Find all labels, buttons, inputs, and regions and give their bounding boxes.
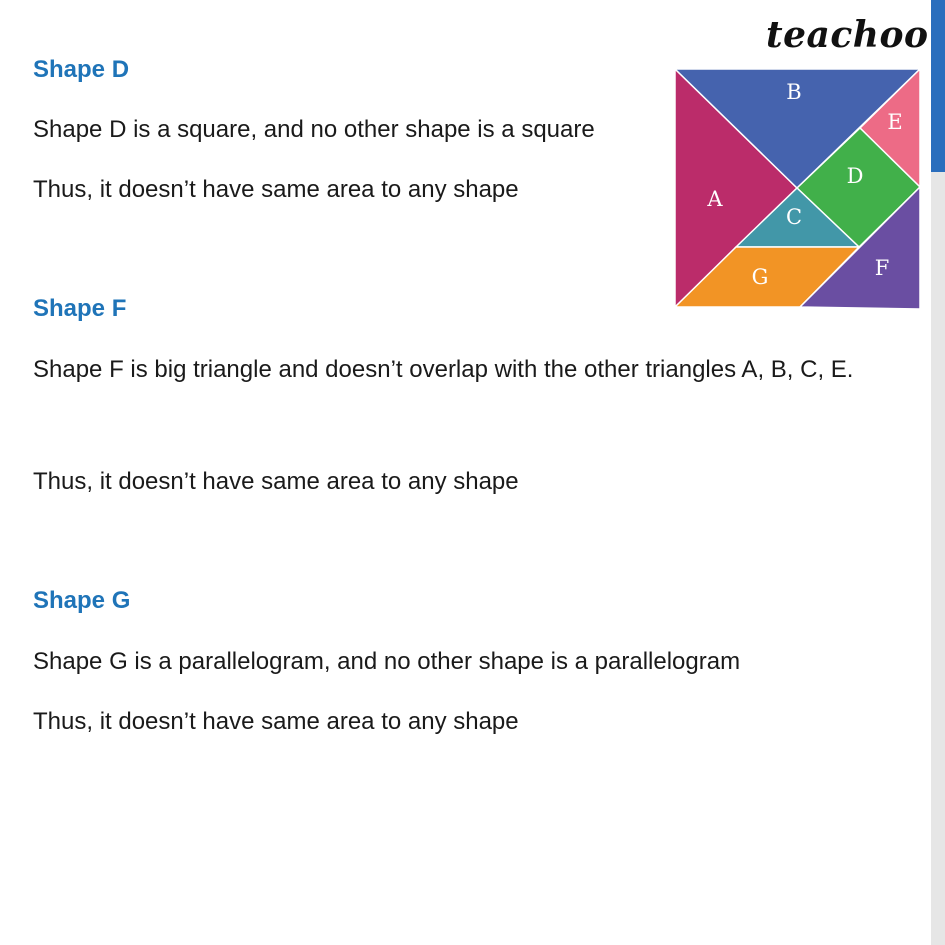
tangram-label-d: D — [846, 164, 864, 188]
scrollbar-thumb[interactable] — [931, 0, 945, 172]
section-f-line-1: Shape F is big triangle and doesn’t overlap with the other triangles A, B, C, E. — [33, 356, 854, 383]
section-heading-shape-d: Shape D — [33, 56, 130, 83]
tangram-label-b: B — [786, 80, 802, 104]
section-g-line-1: Shape G is a parallelogram, and no other shape is a parallelogram — [33, 648, 741, 675]
section-g-line-2: Thus, it doesn’t have same area to any shape — [33, 708, 519, 735]
section-f-line-2: Thus, it doesn’t have same area to any shape — [33, 468, 519, 495]
teachoo-logo: teachoo — [766, 14, 929, 56]
section-d-line-2: Thus, it doesn’t have same area to any shape — [33, 176, 519, 203]
tangram-label-a: A — [707, 187, 723, 211]
tangram-label-g: G — [751, 265, 769, 289]
tangram-label-f: F — [874, 256, 890, 280]
section-d-line-1: Shape D is a square, and no other shape is a square — [33, 116, 595, 143]
tangram-label-e: E — [887, 110, 903, 134]
section-heading-shape-f: Shape F — [33, 295, 127, 322]
tangram-label-c: C — [785, 205, 803, 229]
section-heading-shape-g: Shape G — [33, 587, 131, 614]
tangram-figure — [670, 64, 925, 314]
